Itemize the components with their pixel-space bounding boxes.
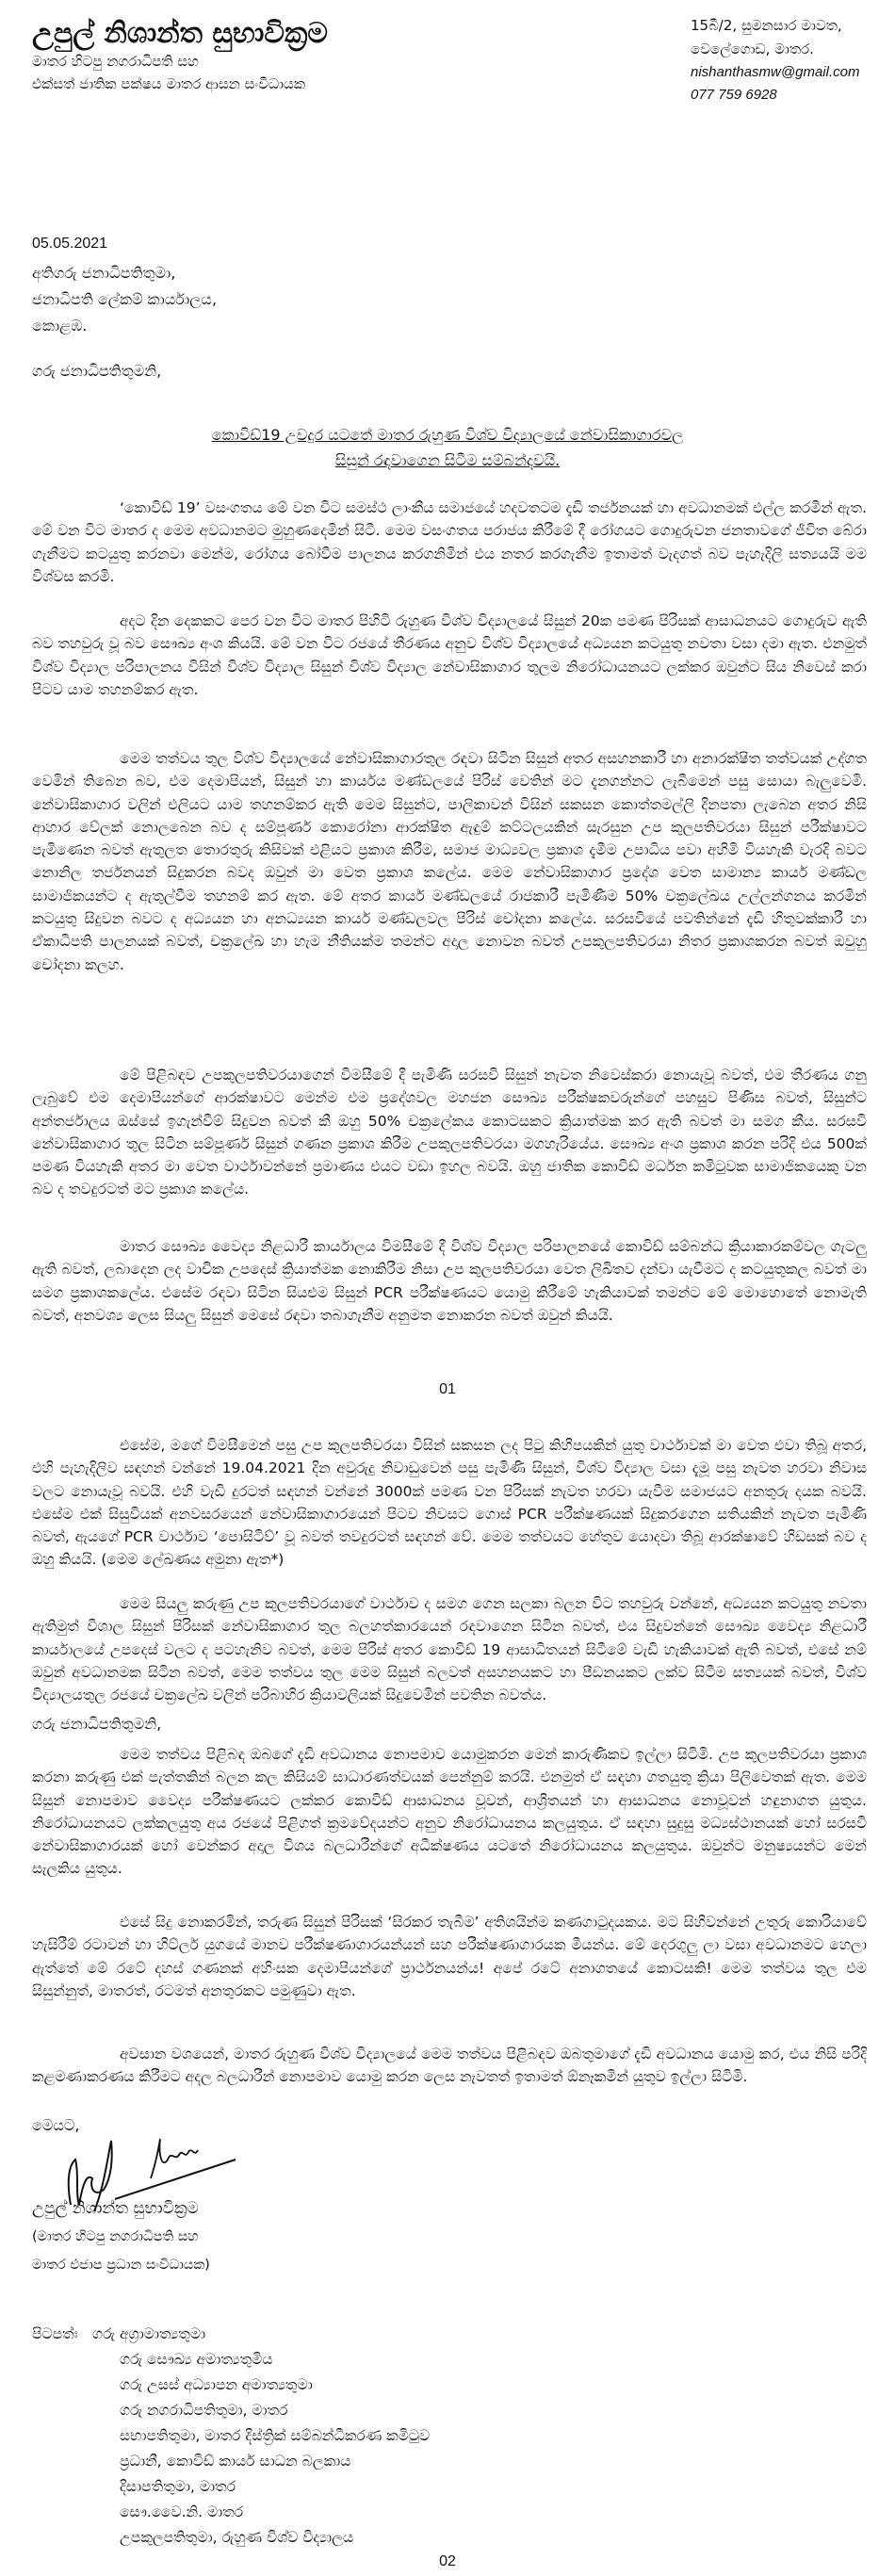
cc-label: පිටපත්ඃ (32, 2325, 78, 2342)
page-number-1: 01 (439, 1381, 456, 1397)
subject-line1: කොවිඩ්19 උවදුර යටතේ මාතර රුහුණ විශ්ව විද්‍යාලයේ නේවාසිකාගාරවල (211, 426, 684, 444)
cc-item: ගරු සෞඛ්‍ය අමාත්‍යතුමිය (120, 2351, 273, 2368)
letter-date: 05.05.2021 (32, 236, 108, 252)
sender-title-line1: මාතර හිටපු නගරාධිපති සහ (32, 53, 199, 70)
signatory-name: උපුල් නිශාන්ත සුභාවික්‍රම (32, 2199, 199, 2218)
address-line1: 15බී/2, සුමනසාර මාවත, (691, 17, 842, 34)
page-number-2: 02 (439, 2553, 456, 2569)
email: nishanthasmw@gmail.com (691, 64, 860, 80)
paragraph-7: මෙම සියලු කරුණු උප කුලපතිවරයාගේ වාර්ථාව ද සමග ගෙන සලකා බලන විට තහවුරු වන්නේ, අධ්‍යයන කටයුතු නවතා ඇතිමුත් විශාල සිසුන් පිරිසක් නේවාසිකාගාර තුල බලහත්කාරයෙන් රඳවාගෙන සිටින බවත්, එය සිදුවන්නේ සෞඛ්‍ය වෛද්‍ය නිළධාරී කාර්යාලයේ උපදෙස් වලට ද පටහැනිව බවත්, මෙම පිරිස් අතර කොවිඩ් 19 ආසාධිතයන් සිටීමේ වැඩි හැකියාවක් ඇති බවත්, එසේ නම් ඔවුන් අවධානමක සිටින බවත්, මෙම තත්වය තුල මෙම සිසුන් බලවත් අසහනයකට හා පීඩනයකට ලක්ව සිටීම සත්‍යයක් බවත්, විශ්ව විද්‍යාලයතුල රජයේ චක්‍රලේඛ වලින් පරිබාහිර ක්‍රියාවලියක් සිදුවෙමින් පවතින බවත්ය. (32, 1595, 867, 1704)
paragraph-1: ‘කොවිඩ් 19’ වසංගතය මේ වන විට සමස්ථ ලාංකීය සමාජයේ හදවතටම දැඩි තර්ජනයක් හා අවධානමක් එල්ල කරමින් ඇත. මේ වන විට මාතර ද මෙම අවධානමට මුහුණදෙමින් සිටී. මෙම වසංගතය පරාජය කිරීමේ දී රෝගයට ගොදුරුවන ජනතාවගේ ජීවිත බේරා ගැනීමට කටයුතු කරනවා මෙන්ම, රෝගය බෝවීම පාලනය කරගනිමින් එය නතර කරගැනීම ඉතාමත් වැදගත් බව පැහැදිලි සත්‍යයයි මම විශ්වස කරමි. (32, 499, 867, 585)
paragraph-9: එසේ සිදු නොකරමින්, තරුණ සිසුන් පිරිසක් ‘සිරකර තැබීම’ අතිශයින්ම කණගාටුදයකය. මට සිහිවන්නේ උතුරු කොරියාවේ හැසිරීම් රටාවන් හා හිට්ලර් යුගයේ මානව පරීක්ෂණාගාරයන්යන් සහ පරීක්ෂණාගාරයක මීයන්ය. මේ දෙරගුලු ලා වසා අවධානමට හෙලා ඇත්තේ මේ රටේ දහස් ගණනක් අහිංසක දෙමාපියන්ගේ ප්‍රාර්ථනයන්ය! අපේ රටේ අනාගතයේ කොටසකි! මෙම තත්වය තුල එම සිසුන්නුත්, මාතරත්, රටමත් අනතුරකට පමුණුවා ඇත. (32, 1914, 867, 1999)
cc-item: දිසාපතිතුමා, මාතර (120, 2478, 236, 2495)
recipient-line2: ජනාධිපති ලේකම් කාර්යාලය, (32, 290, 218, 308)
cc-item: ගරු අග්‍රාමාත්‍යතුමා (92, 2325, 206, 2342)
phone: 077 759 6928 (691, 87, 777, 103)
cc-item: ප්‍රධානී, කොවිඩ් කාර්ය සාධන බලකාය (120, 2453, 351, 2470)
paragraph-2: අදට දින දෙකකට පෙර වන විට මාතර පිහිටි රුහුණ විශ්ව විද්‍යාලයේ සිසුන් 20ක පමණ පිරිසක් ආසාධනයට ගොදුරුව ඇති බව තහවුරු වූ බව සෞඛ්‍ය අංශ කියයි. මේ වන විට රජයේ තීරණය අනුව විශ්ව විද්‍යාලයේ අධ්‍යයන කටයුතු නවතා වසා දමා ඇත. එනමුත් විශ්ව විද්‍යාල පරිපාලනය විසින් විශ්ව විද්‍යාල සිසුන් විශ්ව විද්‍යාල නේවාසිකාගාර තුලම නිරෝධායනයට ලක්කර ඔවුන්ට සිය නිවෙස් කරා පිටව යාම තහනම්කර ඇත. (32, 612, 867, 698)
subject-line2: සිසුන් රඳවාගෙන සිටීම සම්බන්දවයි. (334, 451, 561, 469)
cc-item: ගරු උසස් අධ්‍යාපන අමාත්‍යතුමා (120, 2376, 313, 2393)
address-line2: වෙලේගොඩ, මාතර. (691, 41, 814, 57)
cc-item: සභාපතිතුමා, මාතර දිස්ත්‍රික් සම්බන්ධීකරණ කමිටුව (120, 2427, 431, 2444)
paragraph-8: මෙම තත්වය පිළිබඳ ඔබගේ දැඩි අවධානය නොපමාව යොමුකරන මෙන් කාරුණිකව ඉල්ලා සිටිමි. උප කුලපතිවරයා ප්‍රකාශ කරනා කරුණු එක් පැත්තකින් බලන කල කිසියම් සාධාරණත්වයක් පෙන්නුම් කරයි. එනමුත් ඒ සඳහා ගතයුතු ක්‍රියා පිලිවෙතක් ඇත. මෙම සිසුන් නොපමාව වෛද්‍ය පරීක්ෂණයට ලක්කර කොවිඩ් ආසාධනය වූවන්, ආශ්‍රිතයන් හා ආසාධනය නොවූවන් හඳුනාගත යුතුය. නිරෝධායනයට ලක්කලයුතු අය රජයේ පිළිගත් ක්‍රමවේදයන්ට අනුව නිරෝධායනය කලයුතුය. ඒ සඳහා සුදුසු මධ්‍යස්ථානයක් හෝ සරසවි නේවාසිකාගාරයක් හෝ වෙන්කර අදාල විශය බලධාරීන්ගේ අධීක්ෂණය යටතේ නිරෝධායනය කලයුතුය. ඔවුන්ට මනුෂ්‍යයන්ට මෙන් සැලකිය යුතුය. (32, 1746, 867, 1878)
paragraph-6: එසේම, මගේ විමසීමෙන් පසු උප කුලපතිවරයා විසින් සකසන ලද පිටු කිහිපයකින් යුතු වාර්ථාවක් මා වෙත එවා තිබූ අතර, එහි පැහැදිලිව සඳහන් වන්නේ 19.04.2021 දින අවුරුදු නිවාඩුවෙන් පසු පැමිණි සිසුන්, විශ්ව විද්‍යාල වසා දැමූ පසු නැවත හරවා නිවාස වලට නොයැවූ බවයි. එහි වැඩි දුරටත් සඳහන් වන්නේ 3000ක් පමණ වන පිරිසක් නැවත හරවා යැවීම සමාජයට අනතුරු දයක බවයි. එසේම එක් සිසුවියක් අනවසරයෙන් නේවාසිකාගාරයෙන් පිටව නිවසට ගොස් PCR පරීක්ෂණයක් සිදුකරගෙන සතියකින් නැවත පැමිණි බවත්, ඇයගේ PCR වාර්ථාව ‘පොසිටිව්’ වූ බවත් තවදුරටත් සඳහන් වේ. මෙම තත්වයට හේතුව යොදවා තිබූ ආරක්ෂාවේ හිඩසක් බව ද ඔහු කියයි. (මෙම ලේඛණය අමුනා ඇත*) (32, 1437, 867, 1569)
cc-item: උපකුලපතිතුමා, රුහුණ විශ්ව විද්‍යාලය (120, 2529, 354, 2546)
recipient-line3: කොළඹ. (32, 317, 88, 334)
signatory-title-line1: (මාතර හිටපු නගරාධිපති සහ (32, 2229, 199, 2244)
paragraph-5: මාතර සෞඛ්‍ය වෛද්‍ය නිළධාරී කාර්යාලය විමසීමේ දී විශ්ව විද්‍යාල පරිපාලනයේ කොවිඩ් සම්බන්ධ ක්‍රියාකාරකම්වල ගැටලු ඇති බවත්, ලබාදෙන ලද වාචික උපදෙස් ක්‍රියාත්මක නොකිරීම නිසා උප කුලපතිවරයා වෙත ලිඛිතව දන්වා යැවීමට ද කටයුතුකල බවත් මා සමග ප්‍රකාශකලේය. එසේම රඳවා සිටින සියළුම සිසුන් PCR පරීක්ෂණයට යොමු කිරීමේ හැකියාවක් තමන්ට මේ මොහොතේ නොමැති බවත්, අනවශ්‍ය ලෙස සියලු සිසුන් මෙසේ රඳවා තබාගැනීම අනුමත නොකරන බවත් ඔවුන් කියයි. (32, 1238, 867, 1324)
recipient-line1: අතිගරු ජනාධිපතිතුමා, (32, 264, 176, 282)
sender-name: උපුල් නිශාන්ත සුභාවික්‍රම (32, 17, 328, 50)
salutation-2: ගරු ජනාධිපතිතුමනි, (32, 1715, 162, 1733)
sender-title-line2: එක්සත් ජාතික පක්ෂය මාතර ආසන සංවිධායක (32, 75, 306, 92)
paragraph-10: අවසාන වශයෙන්, මාතර රුහුණ විශ්ව විද්‍යාලයේ මෙම තත්වය පිළිබඳව ඔබතුමාගේ දැඩි අවධානය යොමු කර, එය නිසි පරිදි කළමණාකරණය කිරීමට අදල බලධාරීන් නොපමාව යොමු කරන ලෙස නැවතත් ඉතාමත් ඕනෑකමින් යුතුව ඉල්ලා සිටිමි. (32, 2046, 867, 2086)
salutation: ගරු ජනාධිපතිතුමනි, (32, 362, 162, 380)
closing: මෙයට, (32, 2116, 80, 2134)
paragraph-3: මෙම තත්වය තුල විශ්ව විද්‍යාලයේ නේවාසිකාගාරතුල රඳවා සිටින සිසුන් අතර අසහනකාරී හා අනාරක්ෂිත තත්වයක් උද්ගත වෙමින් තිබෙන බව, එම දෙමාපියන්, සිසුන් හා කාර්යය මණ්ඩලයේ පිරිස් වෙතින් මට දැනගන්නට ලැබීමෙන් පසු සොයා බැලුවෙමි. නේවාසිකාගාර වලින් එලියට යාම තහනම්කර ඇති මෙම සිසුන්ට, පාලිකාවන් විසින් සකසන කොත්තමල්ලි දිනපතා ලැබෙන අතර නිසි ආහාර වේලක් නොලබෙන බව ද සම්පූර්ණ කොරෝනා ආරක්ෂිත ඇඳුම් කට්ටලයකින් සැරසුන උප කුලපතිවරයා සිසුන් පරීක්ෂාවට පැමිණෙන බවත් ඇතුලත තොරතුරු කිසිවක් එළියට ප්‍රකාශ කිරීම, සමාජ මාධ්‍යවල ප්‍රකාශ දැමීම උපාධිය පවා අහිමි වියහැකි වැරදි බවට නොනිල තර්ජනයන් සිදුකරන බවද ඔවුන් මා වෙත ප්‍රකාශ කලේය. මෙම නේවාසිකාගාර ප්‍රදේශ වෙත සාමාන්‍ය කාර්ය මණ්ඩල සාමාජිකයන්ට ද ඇතුල්වීම තහනම් කර ඇත. මේ අතර කාර්ය මණ්ඩලයේ රාජකාරී පැමිණීම 50% චක්‍රලේඛය උල්ලන්ගනය කරමින් කටයුතු සිදුවන බවට ද අධ්‍යයන හා අනධ්‍යයන කාර්ය මණ්ඩලවල පිරිස් චෝදනා කලේය. සරසවියේ පවතින්නේ දැඩි හිතුවක්කාරී හා ඒකාධිපති පාලනයක් බවත්, චක්‍රලේඛ හා හැම නීතියක්ම තමන්ට අදාල නොවන බවත් උපකුලපතිවරයා නිතර ප්‍රකාශකරන බවත් ඔවුහු චෝදනා කලහ. (32, 750, 867, 973)
cc-item: ගරු නගරාධිපතිතුමා, මාතර (120, 2402, 288, 2419)
signatory-title-line2: මාතර එජාප ප්‍රධාන සංවිධායක) (32, 2258, 210, 2273)
cc-item: සෞ.වෛ.නි. මාතර (120, 2503, 244, 2520)
paragraph-4: මේ පිළිබඳව උපකුලපතිවරයාගෙන් විමසීමේ දී පැමිණි සරසවි සිසුන් නැවත නිවෙස්කරා නොයැවූ බවත්, එම තීරණය ගනු ලැබුවේ එම දෙමාපියන්ගේ ආරක්ෂාවට මෙන්ම එම ප්‍රදේශවල මහජන සෞඛ්‍ය පරීක්ෂකවරුන්ගේ පහසුව පිණිස බවත්, සිසුන්ට අන්තර්ජාලය ඔස්සේ ඉගැන්වීම් සිදුවන බවත් කී ඔහු 50% චක්‍රලේකය කොටසකට ක්‍රියාත්මක කර ඇති බවත් මා සමග කීය. සරසවි නේවාසිකාගාර තුල සිටින සම්පූර්ණ සිසුන් ගණන ප්‍රකාශ කිරීම උපකුලපතිවරයා මගහැරියේය. සෞඛ්‍ය අංශ ප්‍රකාශ කරන පරිදි එය 500ක් පමණ වියහැකි අතර මා වෙත වාර්ථාවන්නේ ප්‍රමාණය එයට වඩා ඉහල බවයි. ඔහු ජාතික කොවිඩ් මර්ධන කමිටුවක සාමාජිකයෙකු වන බව ද තවදුරටත් මට ප්‍රකාශ කලේය. (32, 1067, 867, 1198)
